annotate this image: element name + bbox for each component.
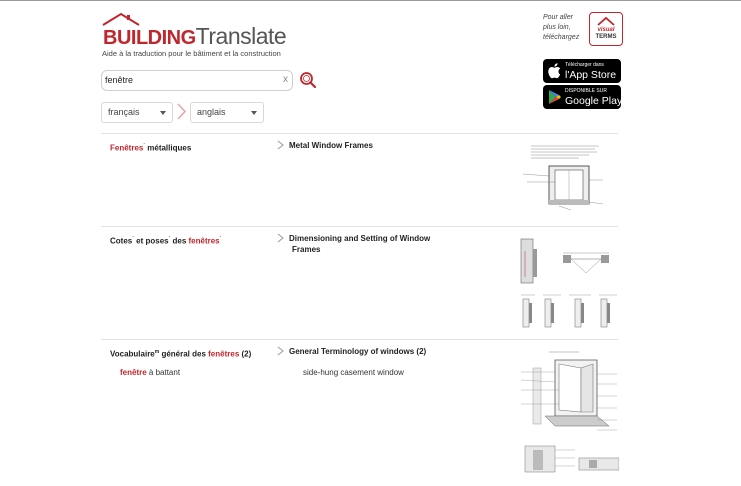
result-subterm-fr[interactable]: fenêtre à battant <box>120 368 181 377</box>
target-language-select[interactable]: anglais <box>190 102 264 123</box>
result-term-fr: Fenêtres´ métalliques <box>110 143 192 153</box>
chevron-right-icon <box>176 103 188 120</box>
house-roof-icon <box>597 16 615 26</box>
result-term-fr: Vocabulaire$^m$ général des fenêtres (2) <box>110 349 252 359</box>
google-play-button[interactable]: DISPONIBLE SUR Google Play <box>543 85 621 109</box>
site-tagline: Aide à la traduction pour le bâtiment et la construction <box>102 49 281 58</box>
chevron-right-icon <box>277 233 285 243</box>
promo-text: Pour aller plus loin, téléchargez <box>543 14 580 41</box>
chevron-down-icon <box>160 111 166 115</box>
result-term-en: Dimensioning and Setting of Window Frames <box>289 234 431 254</box>
result-row[interactable] <box>101 226 618 340</box>
clear-search-button[interactable]: x <box>283 74 288 85</box>
result-term-fr: Cotes´ et poses´ des fenêtres´ <box>110 236 222 246</box>
apple-icon <box>548 63 562 79</box>
search-input[interactable] <box>105 73 275 87</box>
chevron-right-icon <box>277 346 285 356</box>
visual-terms-badge[interactable]: visual TERMS <box>589 12 623 46</box>
result-subterm-en: side-hung casement window <box>303 368 404 377</box>
search-box[interactable] <box>101 70 293 91</box>
source-language-select[interactable]: français <box>101 102 173 123</box>
chevron-down-icon <box>251 111 257 115</box>
window-frame-diagram-thumbnail[interactable] <box>519 144 605 214</box>
result-row[interactable] <box>101 339 618 486</box>
chevron-right-icon <box>277 140 285 150</box>
logo-wordmark: BUILDINGTranslate <box>103 23 287 49</box>
search-icon[interactable] <box>299 71 317 89</box>
result-term-en: Metal Window Frames <box>289 141 373 150</box>
app-store-button[interactable]: Télécharger dans l'App Store <box>543 59 621 83</box>
result-term-en: General Terminology of windows (2) <box>289 347 427 356</box>
top-border <box>0 0 741 1</box>
window-dimensioning-diagram-thumbnail[interactable] <box>519 237 619 332</box>
google-play-icon <box>548 89 562 105</box>
window-terminology-diagram-thumbnail[interactable] <box>519 350 619 482</box>
result-row[interactable] <box>101 133 618 227</box>
